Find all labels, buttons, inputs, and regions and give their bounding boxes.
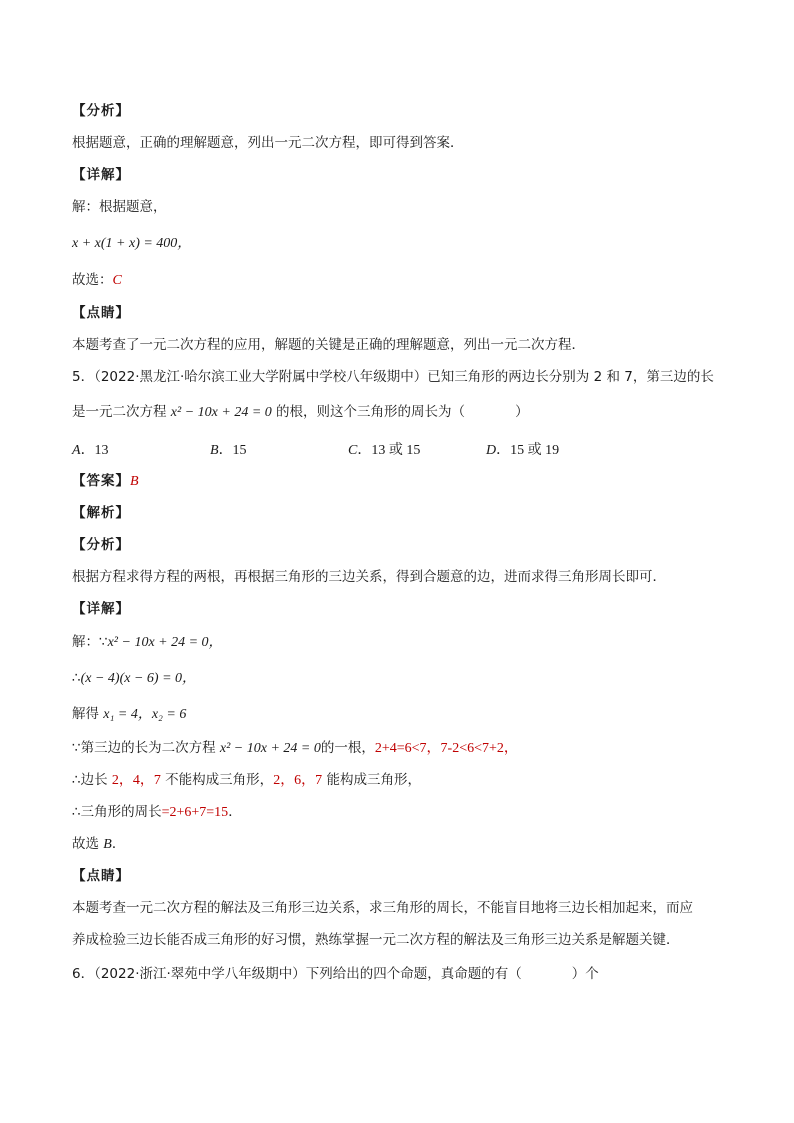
q5-step-4 [72, 738, 518, 759]
q4-analysis-text: 根据题意，正确的理解题意，列出一元二次方程，即可得到答案． [72, 135, 464, 151]
q5-answer-heading: 【答案】 [72, 473, 130, 489]
q5-step-2-prefix: ∴ [72, 670, 81, 686]
q5-option-a-letter: A [72, 443, 81, 458]
q5-step-4-text-b: 的一根， [320, 740, 375, 756]
q5-step-6 [72, 802, 242, 823]
q5-step-5-sides-2: 2，6，7 [273, 773, 323, 788]
q5-option-c [348, 440, 420, 461]
q5-option-a [72, 440, 109, 461]
q4-comment-text: 本题考查了一元二次方程的应用，解题的关键是正确的理解题意，列出一元二次方程． [72, 337, 585, 353]
q4-comment-heading: 【点睛】 [72, 305, 130, 321]
q4-choice [72, 270, 122, 291]
q5-explain-heading: 【解析】 [72, 505, 130, 521]
q4-analysis-heading: 【分析】 [72, 103, 130, 119]
q5-step-5-text-a: ∴边长 [72, 772, 112, 788]
q5-stem-line2 [72, 402, 529, 423]
q5-stem-text-b: 的根，则这个三角形的周长为（ [271, 404, 466, 420]
q5-comment-line1: 本题考查一元二次方程的解法及三角形三边关系，求三角形的周长，不能盲目地将三边长相加起来，而应 [72, 900, 693, 916]
q5-step-3-equation: x₁ = 4，x₂ = 6 [103, 707, 187, 722]
q5-answer [72, 471, 139, 492]
q5-step-4-equation: x² − 10x + 24 = 0 [219, 741, 321, 756]
q5-comment-heading: 【点睛】 [72, 868, 130, 884]
q4-choice-prefix: 故选： [72, 272, 113, 288]
q5-stem-text-c: ） [515, 404, 529, 420]
q5-step-5-text-c: 不能构成三角形， [160, 772, 274, 788]
q5-step-6-sum: =2+6+7=15 [161, 805, 229, 820]
q5-choice-suffix: ． [111, 836, 126, 852]
q5-choice-letter: B [103, 837, 112, 852]
q4-choice-letter: C [112, 273, 122, 288]
q5-option-c-text: ．13 或 15 [357, 443, 421, 458]
q6-stem-text-b: ）个 [571, 966, 599, 982]
q5-step-1-equation: x² − 10x + 24 = 0， [107, 635, 223, 650]
q5-option-d-text: ．15 或 19 [496, 443, 560, 458]
q5-detail-heading: 【详解】 [72, 601, 130, 617]
q5-step-6-text-a: ∴三角形的周长 [72, 804, 162, 820]
q5-option-a-text: ．13 [80, 443, 109, 458]
q5-comment-line2: 养成检验三边长能否成三角形的好习惯，熟练掌握一元二次方程的解法及三角形三边关系是解题关键． [72, 932, 680, 948]
q5-step-2 [72, 668, 196, 689]
q5-option-d-letter: D [486, 443, 497, 458]
q5-analysis-text: 根据方程求得方程的两根，再根据三角形的三边关系，得到合题意的边，进而求得三角形周长即可． [72, 569, 666, 585]
q5-step-2-equation: (x − 4)(x − 6) = 0， [80, 671, 197, 686]
q4-equation: x + x(1 + x) = 400， [72, 236, 192, 251]
q5-option-b [210, 440, 247, 461]
q5-option-b-text: ．15 [218, 443, 247, 458]
q5-analysis-heading: 【分析】 [72, 537, 130, 553]
q5-step-3-prefix: 解得 [72, 706, 104, 722]
q5-step-4-check: 2+4=6<7，7-2<6<7+2， [374, 741, 518, 756]
q5-step-3 [72, 704, 186, 725]
q5-stem-text-a: 是一元二次方程 [72, 404, 171, 420]
q5-step-4-text-a: ∵第三边的长为二次方程 [72, 740, 220, 756]
q5-option-d [486, 440, 559, 461]
q5-step-5-sides-1: 2，4，7 [111, 773, 161, 788]
q5-answer-letter: B [130, 474, 139, 489]
q5-option-b-letter: B [210, 443, 219, 458]
q5-step-1 [72, 632, 223, 653]
q5-choice-prefix: 故选 [72, 836, 104, 852]
q4-detail-heading: 【详解】 [72, 167, 130, 183]
q6-stem [72, 964, 599, 984]
q4-detail-intro: 解：根据题意， [72, 199, 167, 215]
q5-stem-line1: 5．（2022·黑龙江·哈尔滨工业大学附属中学校八年级期中）已知三角形的两边长分别为 2 和 7，第三边的长 [72, 369, 714, 385]
q6-stem-text-a: 6．（2022·浙江·翠苑中学八年级期中）下列给出的四个命题，真命题的有（ [72, 966, 522, 982]
q5-step-5 [72, 770, 421, 791]
q5-step-5-text-e: 能构成三角形， [322, 772, 421, 788]
q5-step-6-text-c: ． [228, 804, 242, 820]
q5-stem-equation: x² − 10x + 24 = 0 [170, 405, 272, 420]
q5-option-c-letter: C [348, 443, 358, 458]
q5-step-1-prefix: 解：∵ [72, 634, 108, 650]
q5-choice [72, 834, 125, 855]
